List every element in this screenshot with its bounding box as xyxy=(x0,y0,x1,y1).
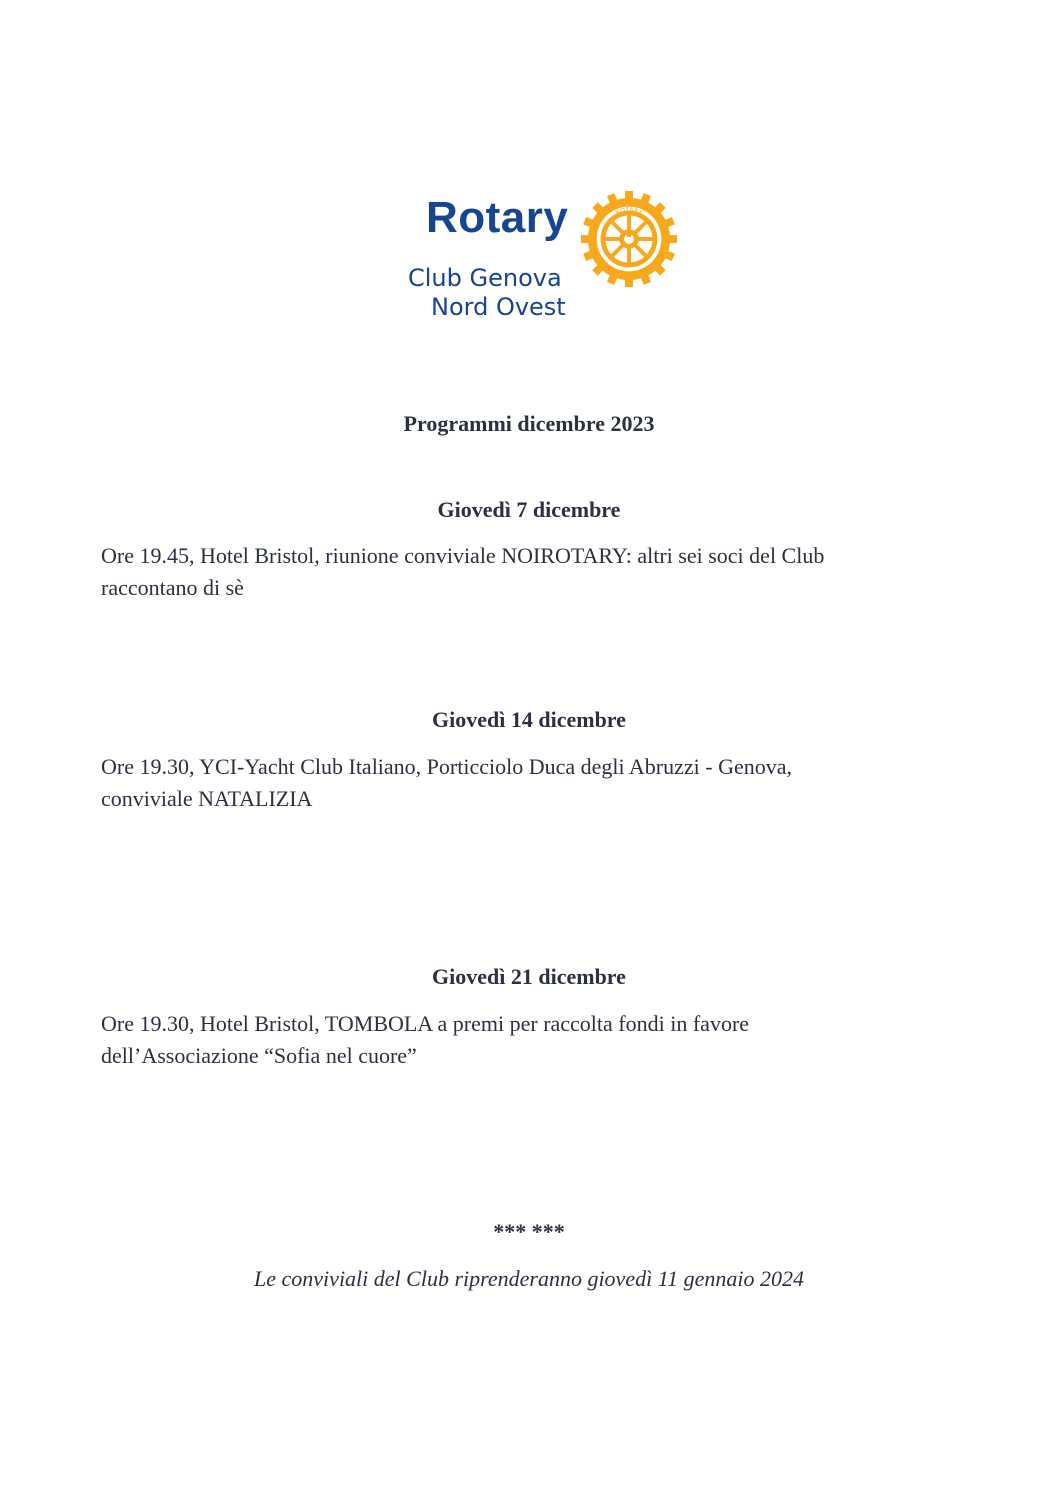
event-3-line-2: dell’Associazione “Sofia nel cuore” xyxy=(101,1043,417,1068)
separator: *** *** xyxy=(493,1219,565,1244)
event-3-description xyxy=(101,1008,941,1072)
event-1-description xyxy=(101,540,941,604)
rotary-logo xyxy=(406,188,682,324)
logo-line-nord-ovest: Nord Ovest xyxy=(431,293,566,321)
event-2-description xyxy=(101,751,941,815)
logo-line-club: Club Genova xyxy=(408,264,562,292)
event-1-line-1: Ore 19.45, Hotel Bristol, riunione conviviale NOIROTARY: altri sei soci del Club xyxy=(101,543,825,568)
event-2-line-1: Ore 19.30, YCI-Yacht Club Italiano, Porticciolo Duca degli Abruzzi - Genova, xyxy=(101,754,793,779)
event-3-line-1: Ore 19.30, Hotel Bristol, TOMBOLA a premi per raccolta fondi in favore xyxy=(101,1011,750,1036)
event-1-line-2: raccontano di sè xyxy=(101,575,244,600)
event-1-heading: Giovedì 7 dicembre xyxy=(437,497,621,522)
logo-brand: Rotary xyxy=(426,193,569,242)
footer-note: Le conviviali del Club riprenderanno giovedì 11 gennaio 2024 xyxy=(254,1266,804,1291)
event-2-line-2: conviviale NATALIZIA xyxy=(101,786,313,811)
wheel-text-top: ROTARY xyxy=(614,207,644,217)
rotary-wheel-icon xyxy=(580,190,678,288)
event-2-heading: Giovedì 14 dicembre xyxy=(432,707,626,732)
event-3-heading: Giovedì 21 dicembre xyxy=(432,964,626,989)
page-title: Programmi dicembre 2023 xyxy=(403,411,655,436)
